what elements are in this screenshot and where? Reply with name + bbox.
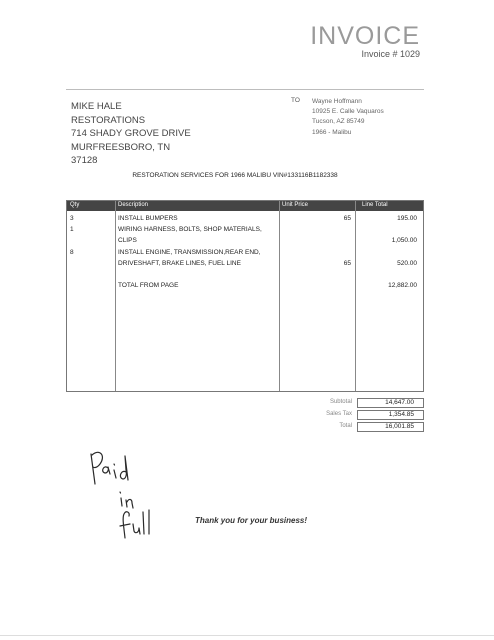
to-address bbox=[312, 97, 384, 138]
to-line: 1966 - Malibu bbox=[312, 128, 352, 136]
row-line-total: 12,882.00 bbox=[388, 282, 417, 289]
row-line-total: 1,050.00 bbox=[391, 237, 417, 244]
header-qty: Qty bbox=[70, 202, 80, 208]
paid-in-full-signature bbox=[86, 440, 166, 540]
header-divider bbox=[66, 89, 424, 90]
total-value: 16,001.85 bbox=[357, 422, 424, 432]
row-unit-price: 65 bbox=[343, 215, 351, 222]
row-description: INSTALL ENGINE, TRANSMISSION,REAR END, bbox=[118, 249, 261, 256]
row-line-total: 195.00 bbox=[397, 215, 417, 222]
header-unit-price: Unit Price bbox=[282, 202, 309, 208]
total-label: Total bbox=[339, 423, 352, 429]
thank-you-message: Thank you for your business! bbox=[195, 516, 308, 525]
from-address bbox=[71, 100, 191, 168]
invoice-title: INVOICE bbox=[310, 22, 420, 50]
row-unit-price: 65 bbox=[343, 260, 351, 267]
row-description: CLIPS bbox=[118, 237, 137, 244]
row-qty: 8 bbox=[70, 249, 74, 256]
to-line: 10925 E. Calle Vaquaros bbox=[312, 108, 384, 116]
row-qty: 3 bbox=[70, 215, 74, 222]
from-line: MURFREESBORO, TN bbox=[71, 141, 171, 153]
row-description: WIRING HARNESS, BOLTS, SHOP MATERIALS, bbox=[118, 226, 262, 233]
line-items-table bbox=[66, 200, 424, 392]
page-edge-line bbox=[0, 635, 494, 636]
to-label: TO bbox=[291, 97, 300, 104]
from-line: RESTORATIONS bbox=[71, 114, 146, 126]
from-line: MIKE HALE bbox=[71, 101, 122, 112]
from-line: 714 SHADY GROVE DRIVE bbox=[71, 128, 191, 139]
sales-tax-label: Sales Tax bbox=[326, 411, 352, 417]
to-line: Tucson, AZ 85749 bbox=[312, 118, 365, 126]
row-qty: 1 bbox=[70, 226, 74, 233]
subtotal-value: 14,647.00 bbox=[357, 398, 424, 408]
row-line-total: 520.00 bbox=[397, 260, 417, 267]
column-divider bbox=[115, 201, 116, 391]
subtotal-label: Subtotal bbox=[329, 399, 352, 405]
column-divider bbox=[355, 201, 356, 391]
invoice-number: Invoice # 1029 bbox=[361, 49, 420, 59]
invoice-subject: RESTORATION SERVICES FOR 1966 MALIBU VIN#133116B1182338 bbox=[132, 172, 338, 179]
to-line: Wayne Hoffmann bbox=[312, 98, 362, 105]
row-description: INSTALL BUMPERS bbox=[118, 215, 178, 222]
row-description: TOTAL FROM PAGE bbox=[118, 282, 179, 289]
from-line: 37128 bbox=[71, 155, 98, 166]
header-line-total: Line Total bbox=[362, 202, 388, 208]
column-divider bbox=[279, 201, 280, 391]
header-description: Description bbox=[118, 202, 149, 208]
row-description: DRIVESHAFT, BRAKE LINES, FUEL LINE bbox=[118, 260, 241, 267]
sales-tax-value: 1,354.85 bbox=[357, 410, 424, 420]
